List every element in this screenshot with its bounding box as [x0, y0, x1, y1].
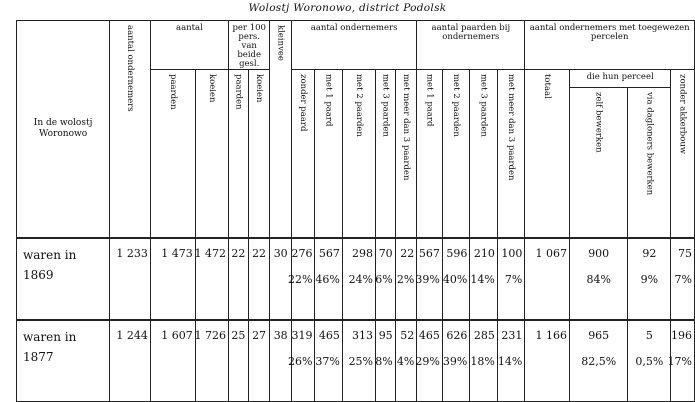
cell-value: 100 [501, 246, 523, 260]
totaal-header [525, 70, 570, 238]
cell-value: 285 [473, 328, 495, 342]
cell-value: 596 [446, 246, 468, 260]
cell [667, 320, 695, 402]
per100-koeien-header [248, 70, 270, 238]
aantal-ondernemers-group-text: aantal ondernemers [310, 23, 398, 33]
cell-value: 25 [231, 328, 246, 342]
cell [150, 238, 195, 320]
cell [628, 238, 671, 320]
cell [376, 238, 396, 320]
koeien-header [195, 70, 228, 238]
cell [150, 320, 195, 402]
cell [228, 238, 248, 320]
cell-value: 313 [352, 328, 374, 342]
cell-value: 1 244 [116, 328, 148, 342]
cell-value: 298 [352, 246, 374, 260]
pb-met-1-header [417, 70, 443, 238]
pb-met-meer-header-text: met meer dan 3 paarden [506, 74, 517, 181]
met-meer-dan-3-header-text: met meer dan 3 paarden [400, 74, 411, 181]
cell-percent: 46% [315, 272, 340, 286]
table-row [17, 238, 695, 320]
pb-met-3-header [470, 70, 498, 238]
cell-value: 70 [378, 246, 393, 260]
row-label [17, 238, 110, 320]
cell [497, 238, 525, 320]
cell [110, 238, 151, 320]
cell-percent: 40% [442, 272, 468, 286]
cell [288, 238, 315, 320]
paarden-header-text: paarden [167, 74, 178, 110]
cell-percent: 7% [504, 272, 523, 286]
cell-percent: 14% [497, 354, 523, 368]
aantal-header [150, 21, 228, 70]
cell [569, 320, 627, 402]
met-1-paard-header [315, 70, 342, 238]
via-dagloners-header [628, 88, 671, 238]
koeien-header-text: koeien [206, 74, 217, 103]
die-hun-perceel-text: die hun perceel [586, 72, 654, 82]
pb-met-meer-header [497, 70, 525, 238]
cell-value: 75 [678, 246, 692, 260]
cell-percent: 2% [396, 272, 415, 286]
cell-value: 1 233 [116, 246, 148, 260]
cell [248, 320, 270, 402]
kleinvee-header [270, 21, 292, 238]
cell [248, 238, 270, 320]
cell [442, 320, 470, 402]
met-1-paard-header-text: met 1 paard [323, 74, 334, 127]
cell [497, 320, 525, 402]
cell-percent: 22% [288, 272, 313, 286]
cell [569, 238, 627, 320]
per100-paarden-header-text: paarden [233, 74, 244, 110]
zelf-bewerken-header-text: zelf bewerken [593, 92, 604, 153]
cell-percent: 39% [442, 354, 468, 368]
row-label-text: waren in 1877 [23, 329, 77, 364]
cell [525, 320, 570, 402]
die-hun-perceel-header [569, 70, 670, 88]
row-label-text: waren in 1869 [23, 247, 77, 282]
zonder-paard-header [291, 70, 315, 238]
cell-percent: 25% [348, 354, 374, 368]
pb-met-2-header-text: met 2 paarden [451, 74, 462, 137]
cell-percent: 0,5% [635, 354, 664, 368]
cell [470, 238, 498, 320]
aantal-paarden-header-text: aantal paarden bij ondernemers [431, 23, 511, 42]
per100-koeien-header-text: koeien [254, 74, 265, 103]
pb-met-1-header-text: met 1 paard [424, 74, 435, 127]
cell [342, 238, 375, 320]
per100-paarden-header [228, 70, 248, 238]
cell-percent: 82,5% [581, 354, 617, 368]
zelf-bewerken-header [569, 88, 627, 238]
cell [470, 320, 498, 402]
cell-value: 626 [446, 328, 468, 342]
aantal-header-text: aantal [176, 23, 203, 33]
cell-percent: 39% [415, 272, 440, 286]
zonder-paard-header-text: zonder paard [298, 74, 309, 132]
cell-percent: 4% [396, 354, 415, 368]
aantal-paarden-header [417, 21, 525, 70]
cell-percent: 26% [288, 354, 313, 368]
cell-value: 210 [473, 246, 495, 260]
cell-value: 1 473 [161, 246, 193, 260]
cell-percent: 17% [667, 354, 692, 368]
cell-value: 38 [273, 328, 288, 342]
cell-value: 27 [252, 328, 267, 342]
cell [288, 320, 315, 402]
cell-value: 22 [400, 246, 415, 260]
cell-percent: 29% [415, 354, 440, 368]
toegewezen-header [525, 21, 695, 70]
cell-percent: 14% [470, 272, 495, 286]
cell-value: 1 607 [161, 328, 193, 342]
cell-value: 196 [671, 328, 692, 342]
cell [417, 238, 443, 320]
cell-percent: 37% [315, 354, 340, 368]
cell-value: 52 [400, 328, 415, 342]
cell-percent: 18% [470, 354, 495, 368]
cell-value: 1 472 [194, 246, 226, 260]
kleinvee-header-text: kleinvee [275, 25, 286, 61]
cell-value: 465 [318, 328, 340, 342]
aantal-ondernemers-header-text: aantal ondernemers [125, 25, 136, 112]
cell-value: 1 067 [535, 246, 567, 260]
cell-value: 1 726 [194, 328, 226, 342]
row-label-header-text: In de wolostj Woronowo [33, 117, 93, 139]
cell-percent: 24% [348, 272, 374, 286]
cell [342, 320, 375, 402]
cell-value: 319 [291, 328, 313, 342]
cell-value: 465 [418, 328, 440, 342]
cell [628, 320, 671, 402]
cell [395, 320, 417, 402]
cell [228, 320, 248, 402]
cell-value: 567 [418, 246, 440, 260]
totaal-header-text: totaal [542, 74, 553, 99]
row-label [17, 320, 110, 402]
cell-value: 965 [588, 328, 610, 342]
cell [442, 238, 470, 320]
cell-percent: 84% [586, 272, 611, 286]
cell-value: 5 [645, 328, 653, 342]
pb-met-2-header [442, 70, 470, 238]
cell [671, 238, 695, 320]
cell-percent: 8% [375, 354, 393, 368]
statistics-table [16, 20, 695, 402]
met-2-paarden-header-text: met 2 paarden [353, 74, 364, 137]
table-row [17, 320, 695, 402]
aantal-ondernemers-header [110, 21, 151, 238]
aantal-ondernemers-group-header [291, 21, 416, 70]
zonder-akkerbouw-header [671, 70, 695, 238]
cell-value: 92 [642, 246, 657, 260]
cell-value: 95 [378, 328, 393, 342]
cell-percent: 6% [375, 272, 393, 286]
zonder-akkerbouw-header-text: zonder akkerbouw [677, 74, 688, 155]
via-dagloners-header-text: via dagloners bewerken [644, 92, 655, 196]
cell [195, 320, 228, 402]
cell-value: 22 [252, 246, 267, 260]
cell [417, 320, 443, 402]
cell [315, 238, 342, 320]
met-meer-dan-3-header [395, 70, 417, 238]
met-2-paarden-header [342, 70, 375, 238]
cell-value: 30 [273, 246, 288, 260]
cell [395, 238, 417, 320]
cell-value: 1 166 [535, 328, 567, 342]
toegewezen-header-text: aantal ondernemers met toegewezen percelen [529, 23, 690, 42]
cell-percent: 9% [640, 272, 659, 286]
paarden-header [150, 70, 195, 238]
cell-value: 276 [291, 246, 313, 260]
cell [376, 320, 396, 402]
per100-header-text: per 100 pers. van beide gesl. [232, 23, 266, 69]
met-3-paarden-header [376, 70, 396, 238]
pb-met-3-header-text: met 3 paarden [478, 74, 489, 137]
row-label-header [17, 21, 110, 238]
cell [110, 320, 151, 402]
cell-value: 231 [501, 328, 523, 342]
cell-value: 567 [318, 246, 340, 260]
cell [195, 238, 228, 320]
cell-value: 900 [588, 246, 610, 260]
cell-value: 22 [231, 246, 246, 260]
cell-percent: 7% [674, 272, 692, 286]
cell [315, 320, 342, 402]
per100-header [228, 21, 269, 70]
cell [525, 238, 570, 320]
met-3-paarden-header-text: met 3 paarden [380, 74, 391, 137]
table-title: Wolostj Woronowo, district Podolsk [248, 2, 447, 14]
